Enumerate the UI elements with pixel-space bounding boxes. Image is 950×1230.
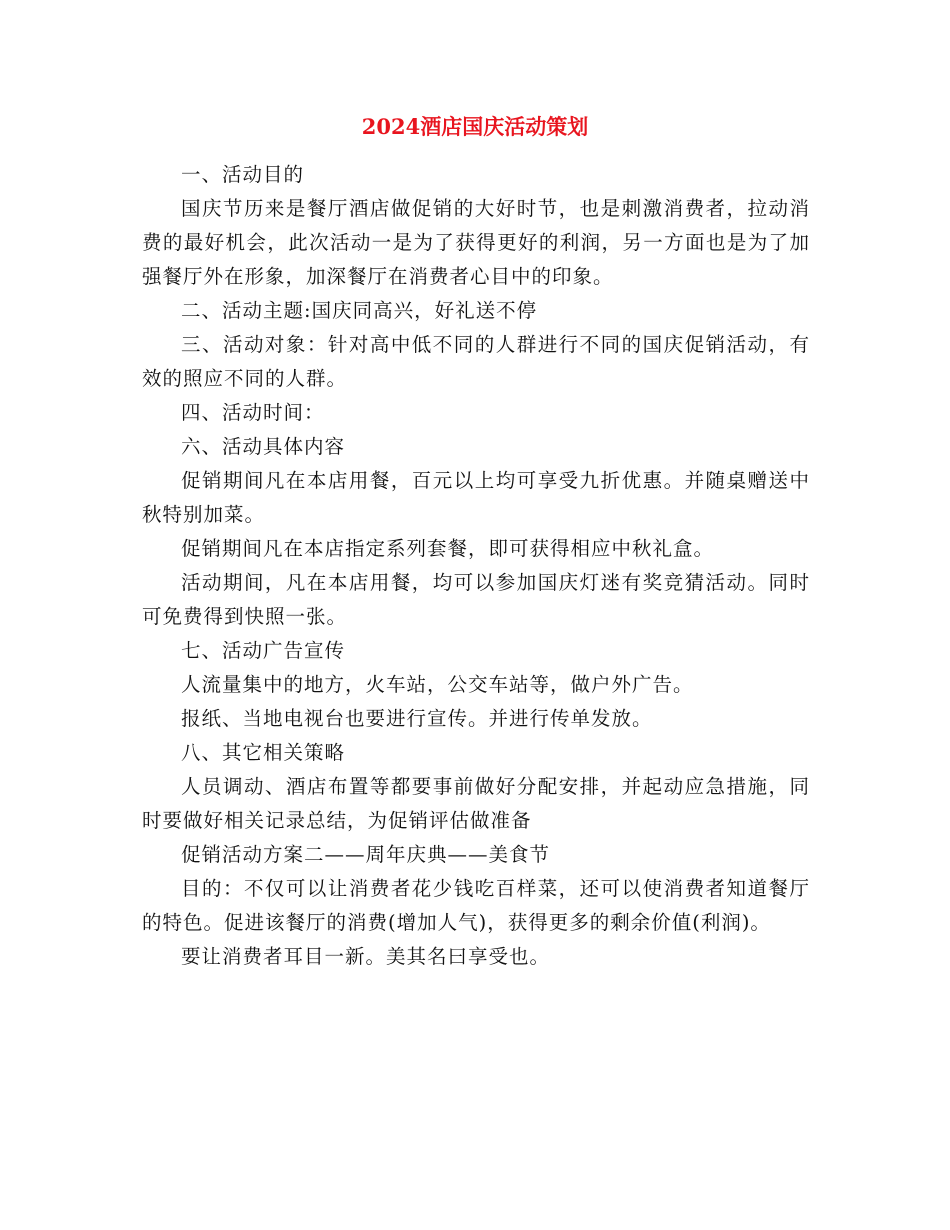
paragraph-gift-box: 促销期间凡在本店指定系列套餐，即可获得相应中秋礼盒。 [181,537,715,560]
paragraph-media-ads: 报纸、当地电视台也要进行宣传。并进行传单发放。 [181,707,653,730]
heading-advertising: 七、活动广告宣传 [181,639,346,662]
heading-activity-target: 三、活动对象：针对高中低不同的人群进行不同的国庆促销活动，有效的照应不同的人群。 [142,333,810,390]
paragraph-staffing: 人员调动、酒店布置等都要事前做好分配安排，并起动应急措施，同时要做好相关记录总结，为促销评估做准备 [142,775,810,832]
document-body [142,158,810,974]
heading-plan-two: 促销活动方案二——周年庆典——美食节 [181,843,551,866]
paragraph-plan-two-purpose: 目的：不仅可以让消费者花少钱吃百样菜，还可以使消费者知道餐厅的特色。促进该餐厅的消费(增加人气)，获得更多的剩余价值(利润)。 [142,877,810,934]
paragraph-outdoor-ads: 人流量集中的地方，火车站，公交车站等，做户外广告。 [181,673,694,696]
paragraph-discount: 促销期间凡在本店用餐，百元以上均可享受九折优惠。并随桌赠送中秋特别加菜。 [142,469,810,526]
heading-activity-purpose: 一、活动目的 [181,163,305,186]
document-title: 2024酒店国庆活动策划 [361,114,589,139]
paragraph-riddle-event: 活动期间，凡在本店用餐，均可以参加国庆灯迷有奖竞猜活动。同时可免费得到快照一张。 [142,571,810,628]
heading-activity-theme: 二、活动主题:国庆同高兴，好礼送不停 [181,299,538,322]
heading-other-strategies: 八、其它相关策略 [181,741,346,764]
paragraph-closing: 要让消费者耳目一新。美其名曰享受也。 [181,945,551,968]
paragraph-purpose-text: 国庆节历来是餐厅酒店做促销的大好时节，也是刺激消费者，拉动消费的最好机会，此次活动一是为了获得更好的利润，另一方面也是为了加强餐厅外在形象，加深餐厅在消费者心目中的印象。 [142,197,810,288]
heading-activity-time: 四、活动时间： [181,401,325,424]
heading-activity-content: 六、活动具体内容 [181,435,346,458]
